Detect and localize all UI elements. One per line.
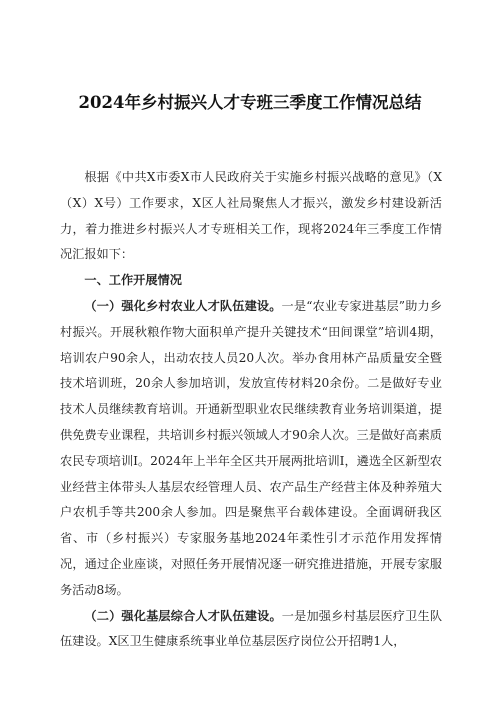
item1-lead: （一）强化乡村农业人才队伍建设。	[84, 298, 282, 313]
section-heading-work-status: 一、工作开展情况	[84, 273, 182, 288]
item1-paragraph	[60, 294, 442, 604]
item1-body: 一是“农业专家进基层”助力乡村振兴。开展秋粮作物大面积单产提升关键技术“田间课堂”培训4期，培训农户90余人，出动农技人员20人次。举办食用林产品质量安全暨技术培训班，20余人参加培训，发放宣传材料20余份。二是做好专业技术人员继续教育培训。开通新型职业农民继续教育业务培训渠道，提供免费专业课程，共培训乡村振兴领域人才90余人次。三是做好高素质农民专项培训I。2024年上半年全区共开展两批培训I，遴选全区新型农业经营主体带头人基层农经管理人员、农产品生产经营主体及种养殖大户农机手等共200余人参加。四是聚焦平台载体建设。全面调研我区省、市（乡村振兴）专家服务基地2024年柔性引才示范作用发挥情况，通过企业座谈，对照任务开展情况逐一研究推进措施，开展专家服务活动8场。	[60, 298, 443, 597]
document-body	[60, 165, 442, 655]
intro-paragraph: 根据《中共X市委X市人民政府关于实施乡村振兴战略的意见》（X（X）X号）工作要求，X区人社局聚焦人才振兴，激发乡村建设新活力，着力推进乡村振兴人才专班相关工作，现将2024年三季度工作情况汇报如下：	[60, 170, 442, 262]
item2-body: 一是加强乡村基层医疗卫生队伍建设。X区卫生健康系统事业单位基层医疗岗位公开招聘1人，	[60, 608, 443, 649]
item2-lead: （二）强化基层综合人才队伍建设。	[84, 608, 282, 623]
document-title: 2024年乡村振兴人才专班三季度工作情况总结	[78, 93, 422, 112]
item2-paragraph	[60, 604, 442, 656]
